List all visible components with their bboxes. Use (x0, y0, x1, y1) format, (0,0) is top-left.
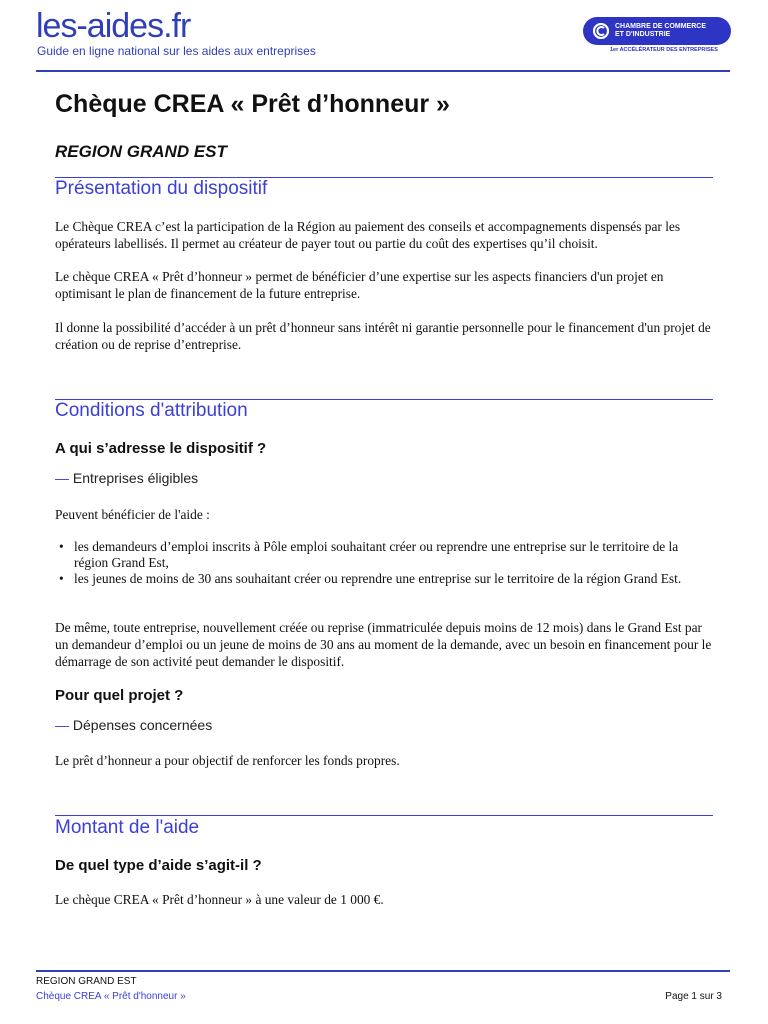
paragraph: Il donne la possibilité d’accéder à un prêt d’honneur sans intérêt ni garantie personnelle pour le financement d'un projet de création ou de reprise d’entreprise. (55, 320, 711, 352)
cci-line-2: ET D'INDUSTRIE (615, 31, 671, 38)
eligibility-list (55, 539, 705, 587)
subheading-type: De quel type d’aide s’agit-il ? (55, 857, 262, 874)
list-item: • les demandeurs d’emploi inscrits à Pôle emploi souhaitant créer ou reprendre une entreprise sur le territoire de la région Grand Est, (55, 539, 705, 571)
paragraph: Le chèque CREA « Prêt d’honneur » à une valeur de 1 000 €. (55, 892, 384, 907)
dash-marker: — (55, 717, 69, 733)
dash-marker: — (55, 470, 69, 486)
section-heading-presentation: Présentation du dispositif (55, 178, 268, 199)
subheading-who: A qui s’adresse le dispositif ? (55, 440, 267, 457)
eligible-text: Entreprises éligibles (72, 470, 199, 486)
footer-divider (36, 970, 730, 972)
list-item: • les jeunes de moins de 30 ans souhaitant créer ou reprendre une entreprise sur le territoire de la région Grand Est. (55, 571, 705, 587)
paragraph: Le chèque CREA « Prêt d’honneur » permet de bénéficier d’une expertise sur les aspects financiers d'un projet en optimisant le plan de financement de la future entreprise. (55, 269, 664, 301)
footer-region: REGION GRAND EST (36, 976, 137, 987)
page-number: Page 1 sur 3 (665, 991, 722, 1002)
paragraph: Le prêt d’honneur a pour objectif de renforcer les fonds propres. (55, 753, 400, 768)
cci-tagline: 1er ACCÉLÉRATEUR DES ENTREPRISES (610, 47, 718, 53)
section-heading-conditions: Conditions d'attribution (55, 400, 248, 421)
region-subtitle: REGION GRAND EST (55, 142, 227, 161)
paragraph: De même, toute entreprise, nouvellement créée ou reprise (immatriculée depuis moins de 12 mois) dans le Grand Est par un demandeur d’emploi ou un jeune de moins de 30 ans au moment de la demande, avec un besoin en financement pour le démarrage de son activité peut demander le dispositif. (55, 620, 712, 669)
page-title: Chèque CREA « Prêt d’honneur » (55, 90, 450, 118)
paragraph: Le Chèque CREA c’est la participation de la Région au paiement des conseils et accompagnements dispensés par les opérateurs labellisés. Il permet au créateur de payer tout ou partie du coût des expertises qu’il choisit. (55, 219, 681, 251)
footer-doc-title: Chèque CREA « Prêt d'honneur » (36, 991, 186, 1002)
header-divider (36, 70, 730, 72)
site-logo: les-aides.fr (36, 7, 191, 45)
paragraph: Peuvent bénéficier de l'aide : (55, 507, 210, 522)
cci-logo (583, 17, 731, 45)
expenses-label (55, 717, 212, 733)
section-rule (55, 177, 713, 178)
section-heading-amount: Montant de l'aide (55, 817, 200, 838)
section-rule (55, 815, 713, 816)
eligible-label (55, 470, 198, 486)
subheading-project: Pour quel projet ? (55, 687, 184, 704)
site-tagline: Guide en ligne national sur les aides aux entreprises (37, 44, 316, 58)
cci-emblem-icon (593, 23, 609, 39)
expenses-text: Dépenses concernées (72, 717, 213, 733)
cci-line-1: CHAMBRE DE COMMERCE (615, 23, 706, 30)
